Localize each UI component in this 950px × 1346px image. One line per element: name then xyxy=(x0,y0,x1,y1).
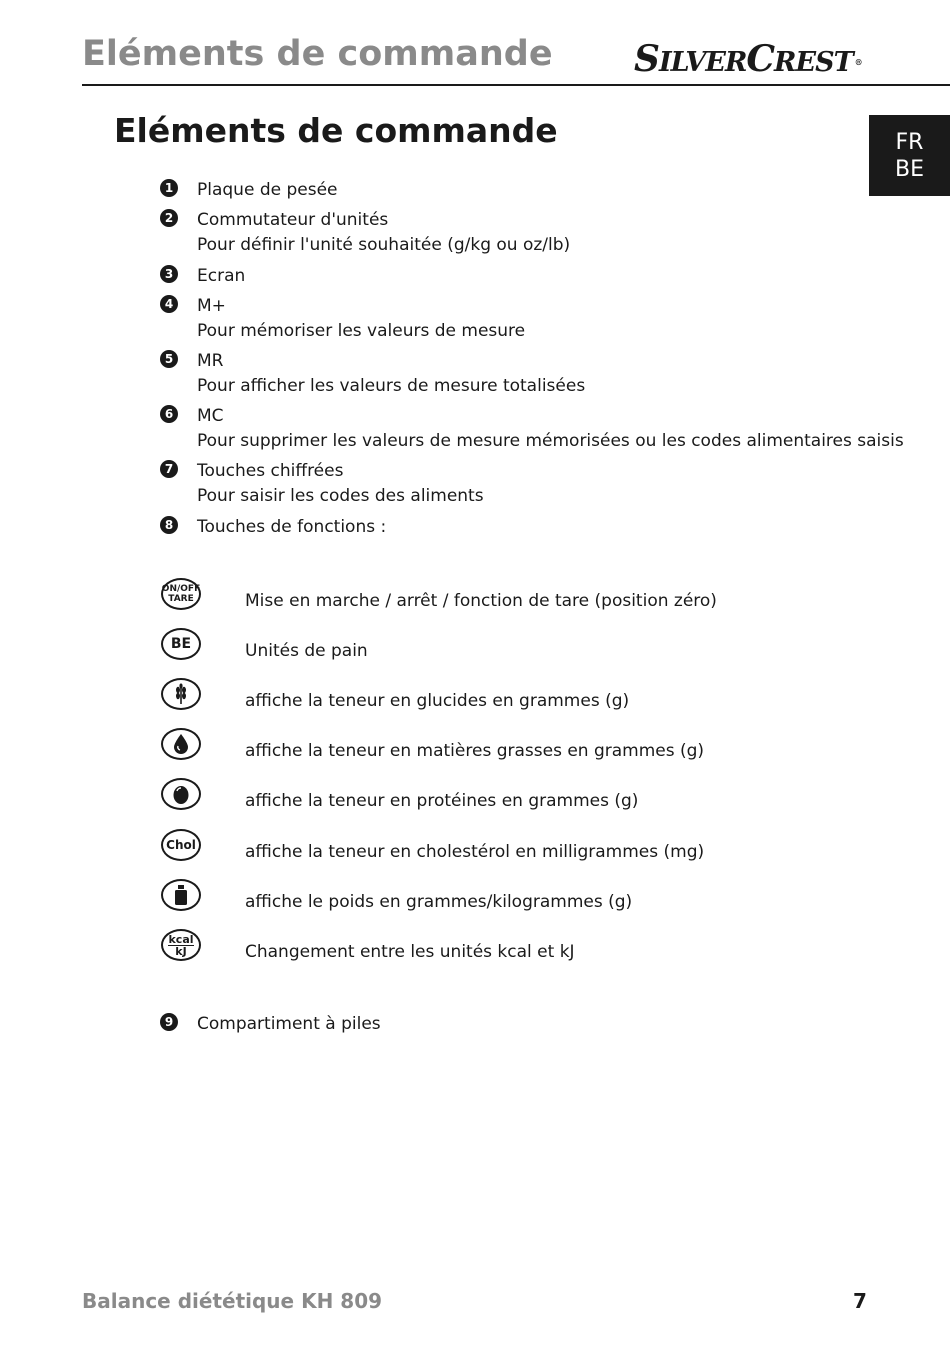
function-description: affiche la teneur en glucides en grammes (g) xyxy=(245,691,630,711)
button-label: BE xyxy=(170,636,192,652)
button-label: Chol xyxy=(166,838,196,852)
lang-fr: FR xyxy=(895,130,924,155)
item-description: Pour définir l'unité souhaitée (g/kg ou oz/lb) xyxy=(197,235,571,255)
item-label: Commutateur d'unités xyxy=(197,210,389,230)
wheat-icon xyxy=(161,678,201,710)
kcal-kj-button-icon xyxy=(161,929,201,961)
item-label: M+ xyxy=(197,296,226,316)
egg-icon xyxy=(161,778,201,810)
button-label: kJ xyxy=(175,944,187,958)
item-description: Pour mémoriser les valeurs de mesure xyxy=(197,321,526,341)
chol-button-icon xyxy=(161,829,201,861)
item-label: Touches chiffrées xyxy=(197,461,344,481)
item-number: 5 xyxy=(160,350,178,368)
button-label: kcal xyxy=(168,932,194,946)
item-number: 9 xyxy=(160,1013,178,1031)
footer-product: Balance diététique KH 809 xyxy=(82,1289,383,1313)
button-label: TARE xyxy=(168,594,194,604)
item-label: MC xyxy=(197,406,224,426)
item-number: 2 xyxy=(160,209,178,227)
function-description: affiche la teneur en matières grasses en grammes (g) xyxy=(245,741,705,761)
weight-icon xyxy=(161,879,201,911)
item-number: 4 xyxy=(160,295,178,313)
function-description: Changement entre les unités kcal et kJ xyxy=(245,942,575,962)
item-label: Ecran xyxy=(197,266,246,286)
brand-logo: SILVERCREST ® xyxy=(634,38,862,80)
item-label: MR xyxy=(197,351,224,371)
function-description: Unités de pain xyxy=(245,641,368,661)
function-description: affiche le poids en grammes/kilogrammes (g) xyxy=(245,892,633,912)
item-number: 3 xyxy=(160,265,178,283)
item-number: 8 xyxy=(160,516,178,534)
item-number: 1 xyxy=(160,179,178,197)
item-number: 7 xyxy=(160,460,178,478)
header-title: Eléments de commande xyxy=(82,34,553,74)
on-off-tare-button-icon xyxy=(161,578,201,610)
item-description: Pour saisir les codes des aliments xyxy=(197,486,484,506)
header-divider xyxy=(82,84,950,86)
language-tab xyxy=(869,115,950,196)
page-number: 7 xyxy=(853,1289,867,1313)
item-label: Touches de fonctions : xyxy=(197,517,387,537)
item-number: 6 xyxy=(160,405,178,423)
function-description: Mise en marche / arrêt / fonction de tare (position zéro) xyxy=(245,591,717,611)
function-description: affiche la teneur en cholestérol en milligrammes (mg) xyxy=(245,842,705,862)
lang-be: BE xyxy=(895,157,924,182)
item-description: Pour supprimer les valeurs de mesure mémorisées ou les codes alimentaires saisis xyxy=(197,431,904,451)
drop-icon xyxy=(161,728,201,760)
item-label: Compartiment à piles xyxy=(197,1014,381,1034)
button-label: ON/OFF xyxy=(161,584,201,594)
be-button-icon xyxy=(161,628,201,660)
page-title: Eléments de commande xyxy=(114,111,558,150)
item-description: Pour afficher les valeurs de mesure totalisées xyxy=(197,376,586,396)
function-description: affiche la teneur en protéines en grammes (g) xyxy=(245,791,639,811)
item-label: Plaque de pesée xyxy=(197,180,338,200)
